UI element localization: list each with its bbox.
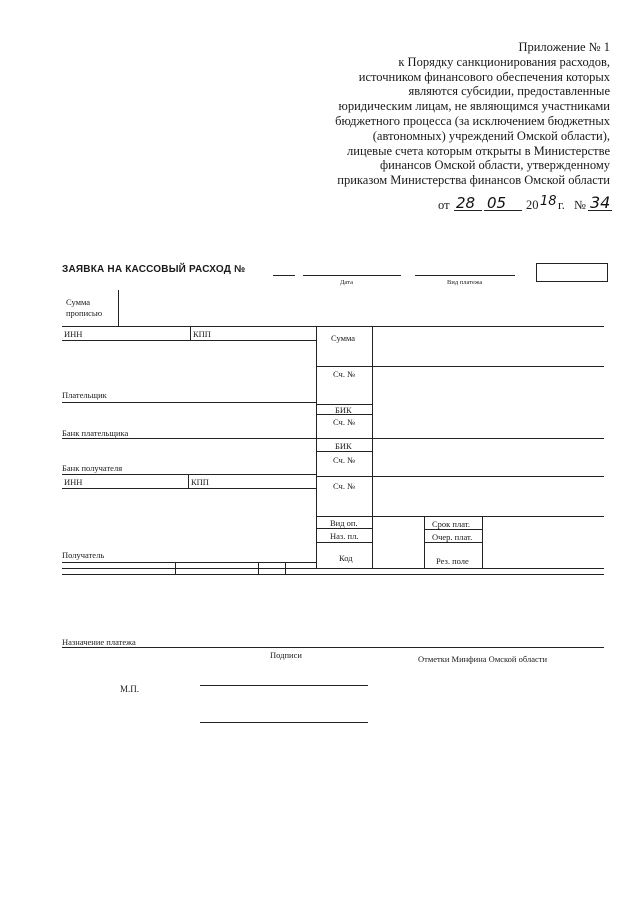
payer-bik-label: БИК xyxy=(335,405,352,415)
number-label: № xyxy=(574,198,586,212)
order-day: 28 xyxy=(456,194,476,212)
order-date-line xyxy=(430,194,620,216)
recipient-label: Получатель xyxy=(62,550,105,560)
appendix-line: источником финансового обеспечения которых xyxy=(358,69,610,84)
amount-in-words-label: Сумма прописью xyxy=(66,297,103,318)
signature-line[interactable] xyxy=(200,722,368,723)
payer-account-label: Сч. № xyxy=(333,369,356,379)
date-caption: Дата xyxy=(340,279,353,286)
recipient-kpp-label: КПП xyxy=(191,477,209,487)
order-year: 18 xyxy=(540,194,557,209)
appendix-line: приказом Министерства финансов Омской области xyxy=(337,173,610,188)
minfin-marks-label: Отметки Минфина Омской области xyxy=(418,654,548,664)
recipient-inn-label: ИНН xyxy=(64,477,83,487)
payer-label: Плательщик xyxy=(62,390,107,400)
recipient-bik-label: БИК xyxy=(335,441,352,451)
appendix-line: Приложение № 1 xyxy=(518,40,610,54)
signature-line[interactable] xyxy=(200,685,368,686)
form-title: ЗАЯВКА НА КАССОВЫЙ РАСХОД № xyxy=(62,264,246,275)
pay-term-label: Срок плат. xyxy=(432,519,470,529)
appendix-line: являются субсидии, предоставленные xyxy=(408,84,610,99)
payer-kpp-label: КПП xyxy=(193,329,211,339)
appendix-line: лицевые счета которым открыты в Министерстве xyxy=(347,143,610,158)
recipient-account-label: Сч. № xyxy=(333,481,356,491)
payer-bank-label: Банк плательщика xyxy=(62,428,129,438)
payer-inn-label: ИНН xyxy=(64,329,83,339)
payment-type-caption: Вид платежа xyxy=(447,279,483,286)
payer-bank-account-label: Сч. № xyxy=(333,417,356,427)
summa-label: Сумма xyxy=(331,333,356,343)
pay-order-label: Очер. плат. xyxy=(432,532,473,542)
appendix-line: юридическим лицам, не являющимся участниками xyxy=(338,99,610,114)
recipient-bank-label: Банк получателя xyxy=(62,463,123,473)
pay-purpose-code-label: Наз. пл. xyxy=(330,531,359,541)
payment-purpose-label: Назначение платежа xyxy=(62,637,136,647)
appendix-line: финансов Омской области, утвержденному xyxy=(380,158,610,173)
code-label: Код xyxy=(339,553,353,563)
date-prefix: от xyxy=(438,198,450,212)
stamp-label: М.П. xyxy=(120,684,140,694)
appendix-header xyxy=(270,40,610,188)
order-number: 34 xyxy=(590,193,611,212)
form-code-box[interactable] xyxy=(536,263,608,282)
op-type-label: Вид оп. xyxy=(330,518,358,528)
order-month: 05 xyxy=(487,194,507,212)
year-prefix: 20 xyxy=(526,198,539,212)
year-g: г. xyxy=(558,198,565,212)
appendix-line: (автономных) учреждений Омской области), xyxy=(372,128,610,143)
recipient-bank-account-label: Сч. № xyxy=(333,455,356,465)
res-field-label: Рез. поле xyxy=(436,556,469,566)
appendix-line: к Порядку санкционирования расходов, xyxy=(398,54,610,69)
appendix-line: бюджетного процесса (за исключением бюджетных xyxy=(335,113,610,128)
signatures-label: Подписи xyxy=(270,650,302,660)
